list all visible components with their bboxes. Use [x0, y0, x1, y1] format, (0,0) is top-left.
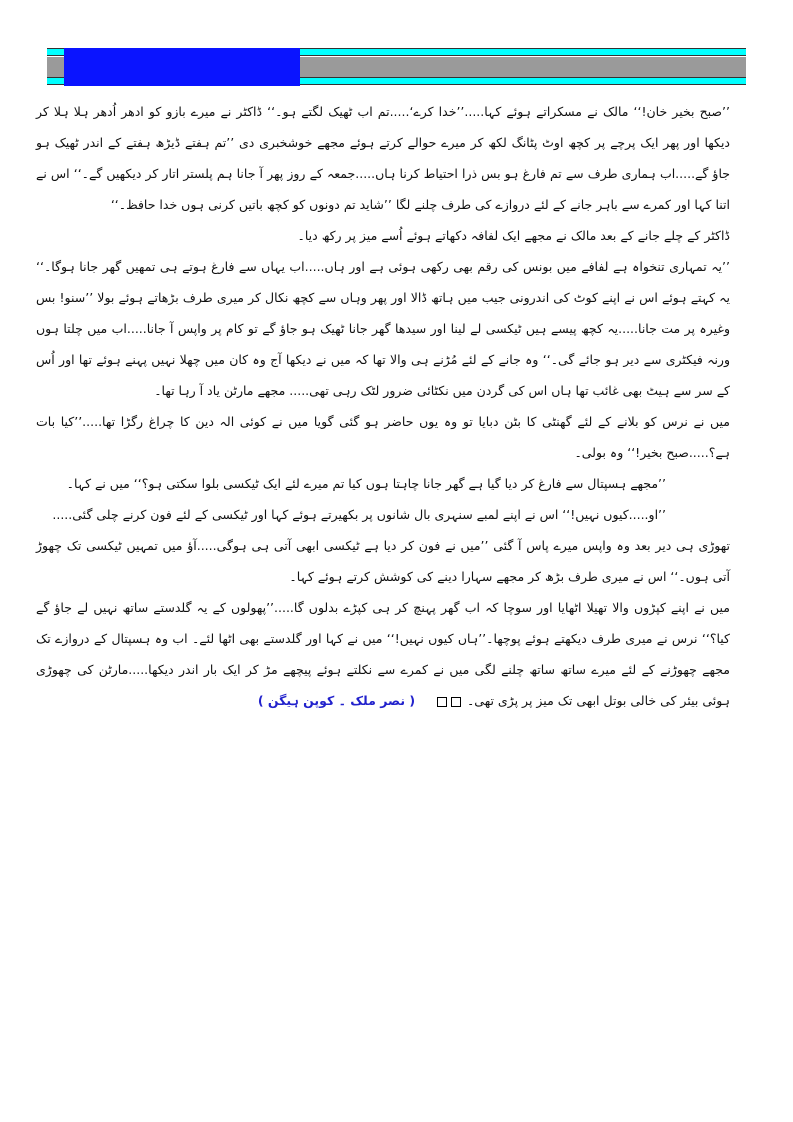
- author-signature: ( نصر ملک ۔ کوپن ہیگن ): [257, 693, 416, 708]
- end-mark-icon: [451, 697, 461, 707]
- paragraph-4: میں نے نرس کو بلانے کے لئے گھنٹی کا بٹن دبایا تو وہ یوں حاضر ہو گئی گویا میں نے کوئی الہ دین کا چراغ رگڑا تھا.....’’کیا بات ہے؟.....صبح بخیر!‘‘ وہ بولی۔: [36, 414, 730, 460]
- paragraph-6: ’’او.....کیوں نہیں!‘‘ اس نے اپنے لمبے سنہری بال شانوں پر بکھیرتے ہوئے کہا اور ٹیکسی کے لئے فون کرنے چلی گئی.....: [52, 507, 666, 522]
- paragraph-8-text: میں نے اپنے کپڑوں والا تھیلا اٹھایا اور سوچا کہ اب گھر پہنچ کر ہی کپڑے بدلوں گا.....’’پھولوں کے یہ گلدستے ساتھ نہیں لے جاؤ گے کیا؟‘‘ نرس نے میری طرف دیکھتے ہوئے پوچھا۔’’ہاں کیوں نہیں!‘‘ میں نے کہا اور گلدستے بھی اٹھا لئے۔ اب وہ ہسپتال کے دروازے تک مجھے چھوڑنے کے لئے میرے ساتھ ساتھ چلنے لگی میں نے کمرے سے نکلتے ہوئے پیچھے مڑ کر ایک بار اندر دیکھا.....مارٹن کی چھوڑی ہوئی بیئر کی خالی بوتل ابھی تک میز پر پڑی تھی۔: [36, 600, 730, 708]
- paragraph-7: تھوڑی ہی دیر بعد وہ واپس میرے پاس آ گئی ’’میں نے فون کر دیا ہے ٹیکسی ابھی آتی ہی ہوگی.....آؤ میں تمہیں ٹیکسی تک چھوڑ آتی ہوں۔‘‘ اس نے میری طرف بڑھ کر مجھے سہارا دینے کی کوشش کرتے ہوئے کہا۔: [36, 538, 730, 584]
- paragraph-3: ’’یہ تمہاری تنخواہ ہے لفافے میں بونس کی رقم بھی رکھی ہوئی ہے اور ہاں.....اب یہاں سے فارغ ہوتے ہی تمھیں گھر جانا ہوگا۔‘‘ یہ کہتے ہوئے اس نے اپنے کوٹ کی اندرونی جیب میں ہاتھ ڈالا اور پھر وہاں سے کچھ نکال کر میری طرف بڑھاتے ہوئے بولا ’’سنو! بس وغیرہ پر مت جانا.....یہ کچھ پیسے ہیں ٹیکسی لے لینا اور سیدھا گھر جانا ٹھیک ہو جاؤ گے تو کام پر واپس آ جانا.....اب میں چلتا ہوں ورنہ فیکٹری سے دیر ہو جائے گی۔‘‘ وہ جانے کے لئے مُڑنے ہی والا تھا کہ میں نے دیکھا آج وہ کان میں چھلا نہیں پہنے ہوئے تھا اور اُس کے سر سے ہیٹ بھی غائب تھا ہاں اس کی گردن میں نکٹائی ضرور لٹک رہی تھی..... مجھے مارٹن یاد آ رہا تھا۔: [36, 259, 730, 398]
- header-bar: [47, 48, 746, 86]
- story-text: [36, 96, 756, 716]
- header-blue-block: [64, 48, 300, 86]
- end-mark-icon: [437, 697, 447, 707]
- paragraph-8: [36, 592, 756, 716]
- paragraph-2: ڈاکٹر کے چلے جانے کے بعد مالک نے مجھے ایک لفافہ دکھاتے ہوئے اُسے میز پر رکھ دیا۔: [297, 228, 730, 243]
- paragraph-5: ’’مجھے ہسپتال سے فارغ کر دیا گیا ہے گھر جانا چاہتا ہوں کیا تم میرے لئے ایک ٹیکسی بلوا سکتی ہو؟‘‘ میں نے کہا۔: [66, 476, 666, 491]
- paragraph-1: ’’صبح بخیر خان!‘‘ مالک نے مسکراتے ہوئے کہا.....’’خدا کرے‘.....تم اب ٹھیک لگتے ہو۔‘‘ ڈاکٹر نے میرے بازو کو ادھر اُدھر ہلا ہلا کر دیکھا اور پھر ایک پرچے پر کچھ اوٹ پٹانگ لکھ کر میرے حوالے کرتے ہوئے مجھے خوشخبری دی ’’تم ہفتے ڈیڑھ ہفتے کے اندر ٹھیک ہو جاؤ گے.....اب ہماری طرف سے تم فارغ ہو بس ذرا احتیاط کرنا ہاں.....جمعہ کے روز پھر آ جانا ہم پلستر اتار کر دیکھیں گے۔‘‘ اس نے اتنا کہا اور کمرے سے باہر جانے کے لئے دروازے کی طرف چلنے لگا ’’شاید تم دونوں کو کچھ باتیں کرنی ہوں خدا حافظ۔‘‘: [36, 104, 730, 212]
